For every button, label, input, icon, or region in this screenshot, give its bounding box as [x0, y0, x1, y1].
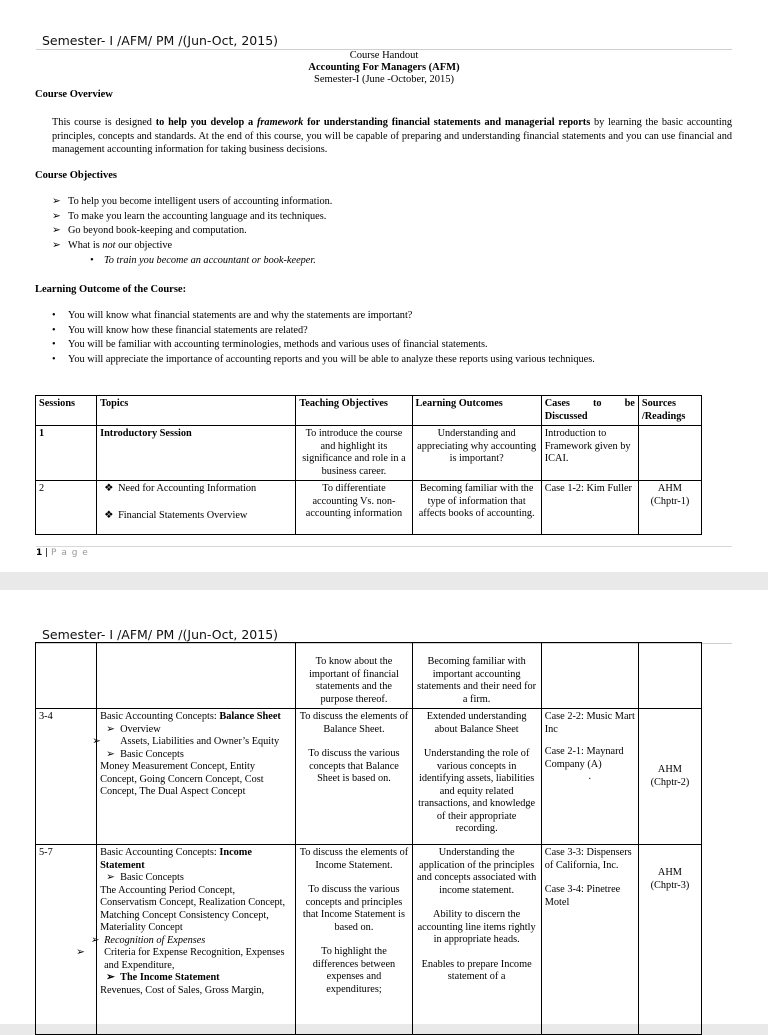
list-item: • You will know how these financial statements are related? [52, 324, 595, 339]
cell-learning: Becoming familiar with important accounting statements and their need for a firm. [412, 643, 541, 709]
cell-session: 3-4 [36, 709, 97, 845]
col-header-sources: Sources /Readings [638, 396, 701, 426]
arrow-bullet-icon: ➢ [106, 723, 115, 735]
list-item: ➢ What is not our objective [52, 239, 332, 254]
objectives-subitem: • To train you become an accountant or book-keeper. [90, 255, 316, 266]
doc-title: Accounting For Managers (AFM) [308, 62, 460, 73]
col-header-topics: Topics [97, 396, 296, 426]
outcomes-list [52, 309, 595, 367]
dot-bullet-icon: • [52, 353, 56, 365]
footer-rule [36, 546, 732, 547]
cell-session: 1 [36, 426, 97, 481]
overview-italic: framework [256, 117, 304, 128]
cell-teaching: To discuss the elements of Income Statement. To discuss the various concepts and principles that Income Statement is based on. To highlight the differences between expenses and expenditures; [296, 845, 412, 1035]
cell-cases [541, 643, 638, 709]
cell-learning: Becoming familiar with the type of information that affects books of accounting. [412, 481, 541, 535]
arrow-bullet-icon: ➢ [52, 210, 61, 222]
table-row [36, 643, 702, 709]
arrow-bullet-icon: ➢ [106, 972, 115, 983]
cell-session [36, 643, 97, 709]
sessions-table-continued [35, 642, 702, 1035]
cell-topic [97, 643, 296, 709]
col-header-learning: Learning Outcomes [412, 396, 541, 426]
objectives-list [52, 195, 332, 253]
diamond-bullet-icon: ❖ [104, 483, 114, 494]
sessions-table [35, 395, 702, 535]
cell-sources: AHM (Chptr-2) [638, 709, 701, 845]
page-header: Semester- I /AFM/ PM /(Jun-Oct, 2015) [42, 33, 279, 48]
cell-learning: Understanding the application of the principles and concepts associated with income statement. Ability to discern the accounting line items rightly in appropriate heads. Enables to prepare Income statement of a [412, 845, 541, 1035]
outcomes-heading: Learning Outcome of the Course: [35, 284, 187, 295]
page-header: Semester- I /AFM/ PM /(Jun-Oct, 2015) [42, 627, 279, 642]
overview-paragraph [52, 116, 732, 157]
objectives-heading: Course Objectives [35, 170, 117, 181]
overview-heading: Course Overview [35, 89, 113, 100]
cell-learning: Understanding and appreciating why accounting is important? [412, 426, 541, 481]
cell-sources [638, 426, 701, 481]
arrow-bullet-icon: ➢ [92, 736, 101, 747]
cell-cases: Case 3-3: Dispensers of California, Inc. Case 3-4: Pinetree Motel [541, 845, 638, 1035]
cell-sources [638, 643, 701, 709]
concepts-text: The Accounting Period Concept, Conservatism Concept, Realization Concept, Matching Concept Consistency Concept, Materiality Concept [100, 884, 286, 933]
col-header-sessions: Sessions [36, 396, 97, 426]
col-header-cases: Cases to be Discussed [541, 396, 638, 426]
doc-label: Course Handout [349, 50, 419, 61]
cell-topic: Introductory Session [97, 426, 296, 481]
overview-bold-1: to help you develop a [155, 117, 257, 128]
arrow-bullet-icon: ➢ [106, 748, 115, 760]
cell-topic: ❖ Need for Accounting Information ❖ Financial Statements Overview [97, 481, 296, 535]
doc-semester: Semester-I (June -October, 2015) [314, 74, 454, 85]
list-item: • You will appreciate the importance of accounting reports and you will be able to analyze these reports using various techniques. [52, 353, 595, 368]
page-footer: 1 | P a g e [36, 548, 89, 558]
arrow-bullet-icon: ➢ [52, 196, 61, 207]
cell-cases: Case 1-2: Kim Fuller [541, 481, 638, 535]
cell-teaching: To differentiate accounting Vs. non-accounting information [296, 481, 412, 535]
cell-sources: AHM (Chptr-3) [638, 845, 701, 1035]
arrow-bullet-icon: ➢ [106, 872, 115, 883]
dot-bullet-icon: • [52, 310, 56, 321]
page-2 [0, 590, 768, 1024]
cell-topic: Basic Accounting Concepts: Balance Sheet ➢ Overview ➢ Assets, Liabilities and Owner’s Equity ➢ Basic Concepts Money Measurement Concept, Entity Concept, Going Concern Concept, Cost Concept, The Dual Aspect Concept [97, 709, 296, 845]
cell-cases: Case 2-2: Music Mart Inc Case 2-1: Maynard Company (A) . [541, 709, 638, 845]
list-item: • You will know what financial statements are and why the statements are important? [52, 309, 595, 324]
cell-sources: AHM (Chptr-1) [638, 481, 701, 535]
cell-cases: Introduction to Framework given by ICAI. [541, 426, 638, 481]
arrow-bullet-icon: ➢ [76, 947, 85, 958]
table-row [36, 426, 702, 481]
arrow-bullet-icon: ➢ [52, 239, 61, 251]
cell-session: 2 [36, 481, 97, 535]
overview-text-2: by learning the basic accounting principles, concepts and standards. At the end of this course, you will be capable of preparing and understanding financial statements and you can use financial and management accounting information for taking business decisions. [52, 117, 732, 155]
list-item: ➢ To help you become intelligent users of accounting information. [52, 195, 332, 210]
diamond-bullet-icon: ❖ [104, 509, 114, 521]
overview-text-1: This course is designed [52, 117, 156, 128]
table-row [36, 709, 702, 845]
cell-learning: Extended understanding about Balance Sheet Understanding the role of various concepts in identifying assets, liabilities and equity related transactions, and knowledge of their appropriate recording. [412, 709, 541, 845]
arrow-bullet-icon: ➢ [90, 934, 99, 946]
cell-teaching: To introduce the course and highlight its significance and role in a business career. [296, 426, 412, 481]
dot-bullet-icon: • [52, 324, 56, 336]
table-row [36, 845, 702, 1035]
list-item: ➢ Go beyond book-keeping and computation. [52, 224, 332, 239]
cell-teaching: To discuss the elements of Balance Sheet. To discuss the various concepts that Balance Sheet is based on. [296, 709, 412, 845]
list-item: • You will be familiar with accounting terminologies, methods and various uses of financial statements. [52, 338, 595, 353]
table-row [36, 481, 702, 535]
overview-bold-2: for understanding financial statements and managerial reports [303, 117, 591, 128]
list-item: ➢ To make you learn the accounting language and its techniques. [52, 210, 332, 225]
concepts-text: Money Measurement Concept, Entity Concept, Going Concern Concept, Cost Concept, The Dual Aspect Concept [100, 761, 264, 797]
arrow-bullet-icon: ➢ [52, 225, 61, 236]
col-header-teaching: Teaching Objectives [296, 396, 412, 426]
table-header-row [36, 396, 702, 426]
dot-bullet-icon: • [90, 255, 94, 266]
cell-topic: Basic Accounting Concepts: Income Statement ➢ Basic Concepts The Accounting Period Concept, Conservatism Concept, Realization Concept, Matching Concept Consistency Concept, Materiality Concept ➢ Recognition of Expenses ➢ Criteria for Expense Recognition, Expenses and Expenditure, ➢ The Income Statement Revenues, Cost of Sales, Gross Margin, [97, 845, 296, 1035]
cell-teaching: To know about the important of financial statements and the purpose thereof. [296, 643, 412, 709]
cell-session: 5-7 [36, 845, 97, 1035]
dot-bullet-icon: • [52, 339, 56, 350]
